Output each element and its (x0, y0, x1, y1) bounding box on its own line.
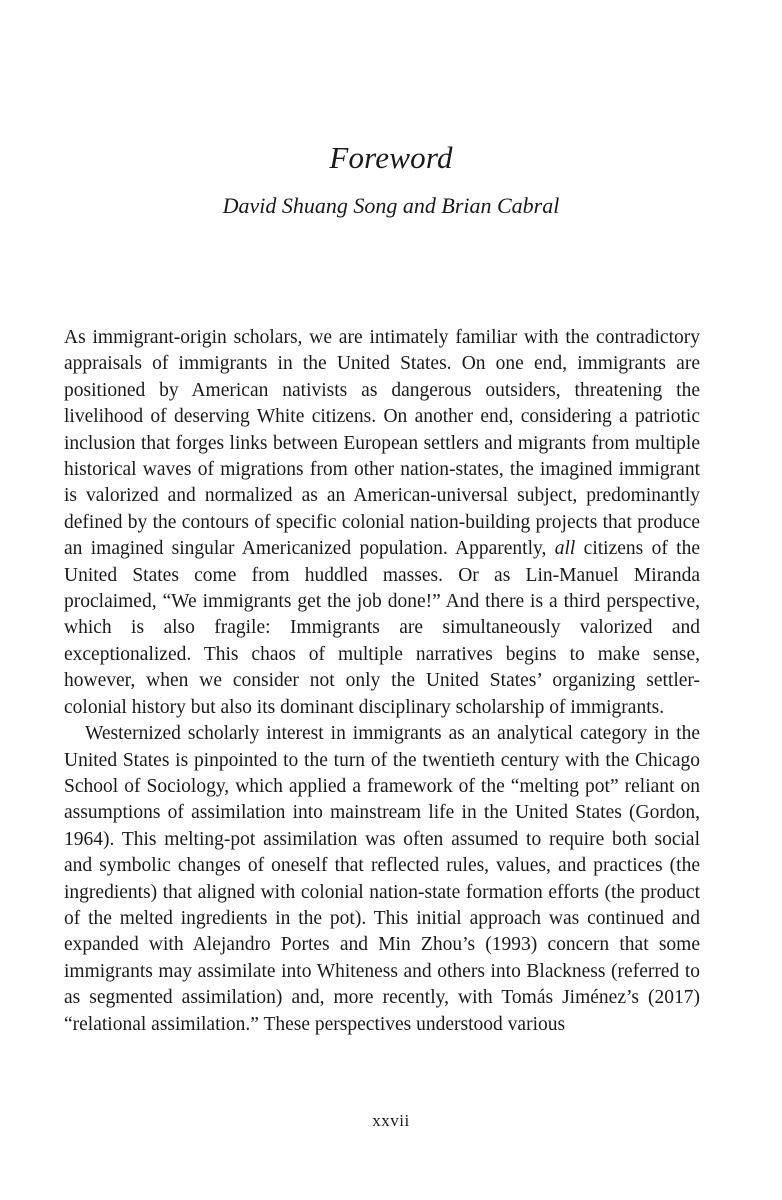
paragraph-1 (64, 325, 700, 721)
chapter-authors: David Shuang Song and Brian Cabral (222, 193, 560, 218)
page-number: xxvii (372, 1111, 410, 1130)
emphasis-all: all (554, 538, 576, 560)
body-text (64, 325, 700, 1038)
paragraph-2: Westernized scholarly interest in immigrants as an analytical category in the United States is pinpointed to the turn of the twentieth century with the Chicago School of Sociology, which applied a framework of the “melting pot” reliant on assumptions of assimilation into mainstream life in the United States (Gordon, 1964). This melting-pot assimilation was often assumed to require both social and symbolic changes of oneself that reflected rules, values, and practices (the ingredients) that aligned with colonial nation-state formation efforts (the product of the melted ingredients in the pot). This initial approach was continued and expanded with Alejandro Portes and Min Zhou’s (1993) concern that some immigrants may assimilate into Whiteness and others into Blackness (referred to as segmented assimilation) and, more recently, with Tomás Jiménez’s (2017) “relational assimilation.” These perspectives understood various (64, 723, 700, 1035)
paragraph-1-text-after-emphasis: citizens of the United States come from huddled masses. Or as Lin-Manuel Miranda proclaimed, “We immigrants get the job done!” And there is a third perspective, which is also fragile: Immigrants are simultaneously valorized and exceptionalized. This chaos of multiple narratives begins to make sense, however, when we consider not only the United States’ organizing settler-colonial history but also its dominant disciplinary scholarship of immigrants. (64, 538, 701, 718)
paragraph-1-text-before-emphasis: As immigrant-origin scholars, we are intimately familiar with the contradictory appraisals of immigrants in the United States. On one end, immigrants are positioned by American nativists as dangerous outsiders, threatening the livelihood of deserving White citizens. On another end, considering a patriotic inclusion that forges links between European settlers and migrants from multiple historical waves of migrations from other nation-states, the imagined immigrant is valorized and normalized as an American-universal subject, predominantly defined by the contours of specific colonial nation-building projects that produce an imagined singular Americanized population. Apparently, (64, 327, 700, 560)
chapter-title: Foreword (329, 140, 453, 175)
